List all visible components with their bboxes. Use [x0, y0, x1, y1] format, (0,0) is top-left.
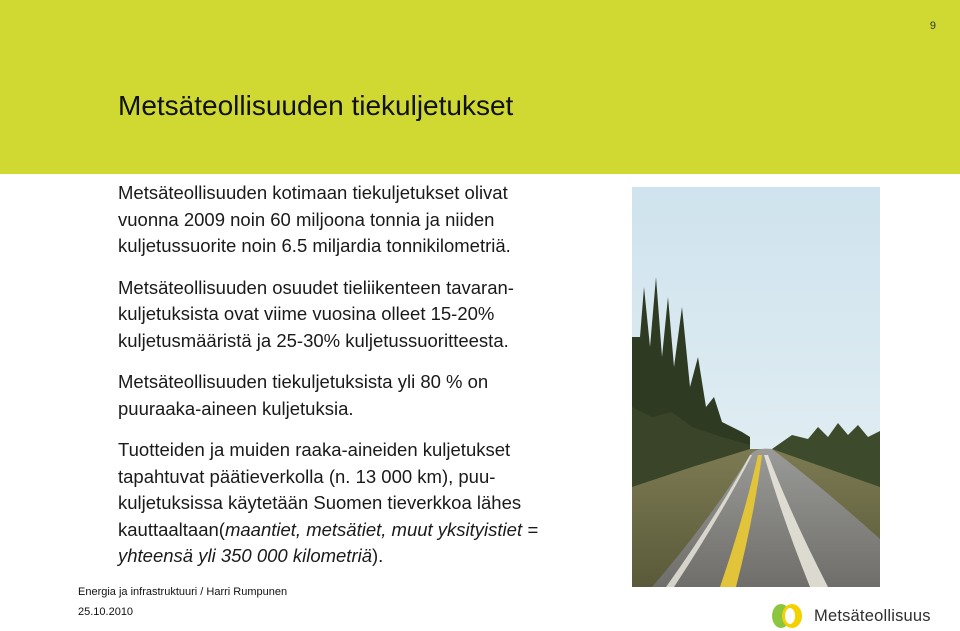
text-line: Metsäteollisuuden tiekuljetuksista yli 80 % on — [118, 371, 489, 392]
text-line: kuljetusmääristä ja 25-30% kuljetussuoritteesta. — [118, 329, 509, 351]
text-line: tapahtuvat päätieverkolla (n. 13 000 km), puu- — [118, 465, 496, 487]
text-line-normal: ). — [372, 545, 384, 566]
footer-organization: Energia ja infrastruktuuri / Harri Rumpunen — [78, 586, 288, 598]
logo-text: Metsäteollisuus — [814, 606, 931, 625]
metsateollisuus-logo — [770, 601, 931, 631]
text-line: kuljetuksissa käytetään Suomen tieverkkoa lähes — [118, 492, 522, 513]
header-band — [0, 0, 960, 174]
paragraph-4 — [118, 437, 628, 570]
slide-title: Metsäteollisuuden tiekuljetukset — [118, 90, 514, 121]
footer-date: 25.10.2010 — [78, 606, 134, 618]
slide-body — [118, 180, 628, 585]
text-line: vuonna 2009 noin 60 miljoona tonnia ja niiden — [118, 208, 495, 230]
text-line: puuraaka-aineen kuljetuksia. — [118, 397, 354, 419]
text-line-italic: maantiet, metsätiet, muut yksityistiet = — [224, 518, 539, 540]
text-line: Metsäteollisuuden kotimaan tiekuljetukset olivat — [118, 182, 508, 203]
text-line: kuljetuksista ovat viime vuosina olleet 15-20% — [118, 303, 495, 324]
paragraph-1 — [118, 180, 628, 260]
metsateollisuus-logo-icon — [770, 602, 806, 630]
paragraph-2 — [118, 275, 628, 355]
text-line: kuljetussuorite noin 6.5 miljardia tonnikilometriä. — [118, 235, 511, 256]
forest-road-photo — [632, 187, 880, 587]
page-number: 9 — [929, 20, 936, 32]
text-line-italic: yhteensä yli 350 000 kilometriä — [118, 545, 373, 566]
paragraph-3 — [118, 369, 628, 422]
text-line-normal: kauttaaltaan( — [118, 518, 225, 540]
text-line: Tuotteiden ja muiden raaka-aineiden kuljetukset — [118, 439, 511, 460]
text-line: Metsäteollisuuden osuudet tieliikenteen tavaran- — [118, 276, 514, 298]
